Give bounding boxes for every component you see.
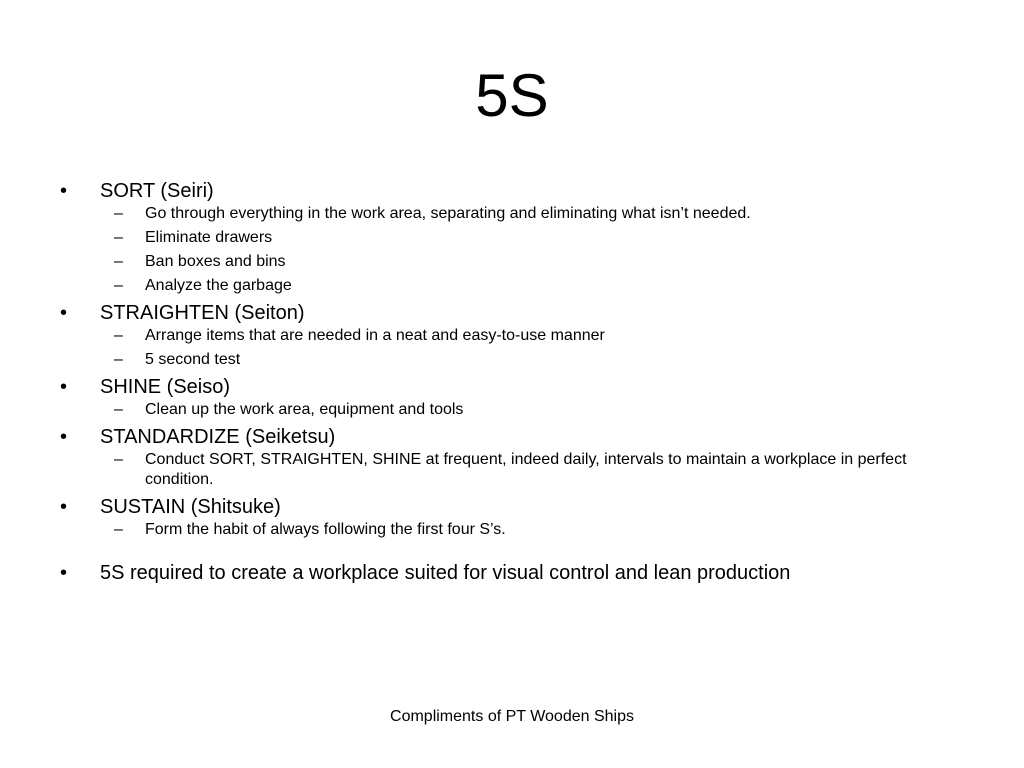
dash-icon: – <box>114 401 123 418</box>
bullet-item-straighten <box>0 300 1024 326</box>
sub-bullet-text: 5 second test <box>145 351 241 368</box>
sub-bullet-text: Arrange items that are needed in a neat and easy-to-use manner <box>145 327 605 344</box>
slide-title: 5S <box>475 62 549 129</box>
sub-bullet-text: Go through everything in the work area, separating and eliminating what isn’t needed. <box>145 205 751 222</box>
sub-bullet-item <box>0 228 1024 248</box>
sub-bullet-item <box>0 520 1024 540</box>
dash-icon: – <box>114 351 123 368</box>
dash-icon: – <box>114 205 123 222</box>
bullet-item-standardize <box>0 424 1024 450</box>
bullet-text: SORT (Seiri) <box>100 180 214 202</box>
sub-bullet-text: Form the habit of always following the first four S’s. <box>145 521 506 538</box>
sub-bullet-item <box>0 400 1024 420</box>
sub-bullet-text: Analyze the garbage <box>145 277 292 294</box>
dash-icon: – <box>114 253 123 270</box>
sub-bullet-item <box>0 252 1024 272</box>
sub-bullet-text: Ban boxes and bins <box>145 253 286 270</box>
bullet-icon: • <box>60 426 68 448</box>
dash-icon: – <box>114 521 123 538</box>
bullet-text: STANDARDIZE (Seiketsu) <box>100 426 336 448</box>
bullet-icon: • <box>60 302 68 324</box>
bullet-icon: • <box>60 376 68 398</box>
bullet-text: 5S required to create a workplace suited for visual control and lean production <box>100 562 791 584</box>
sub-bullet-text: Clean up the work area, equipment and tools <box>145 401 464 418</box>
bullet-icon: • <box>60 496 68 518</box>
dash-icon: – <box>114 229 123 246</box>
dash-icon: – <box>114 451 123 468</box>
bullet-text: STRAIGHTEN (Seiton) <box>100 302 305 324</box>
spacer <box>0 544 1024 560</box>
sub-bullet-text: Eliminate drawers <box>145 229 273 246</box>
sub-bullet-item <box>0 450 1024 490</box>
bullet-icon: • <box>60 562 68 584</box>
sub-bullet-item <box>0 204 1024 224</box>
bullet-item-closing <box>0 560 1024 586</box>
bullet-item-sustain <box>0 494 1024 520</box>
bullet-item-sort <box>0 178 1024 204</box>
bullet-text: SHINE (Seiso) <box>100 376 231 398</box>
dash-icon: – <box>114 277 123 294</box>
bullet-text: SUSTAIN (Shitsuke) <box>100 496 281 518</box>
bullet-list <box>0 178 1024 586</box>
sub-bullet-item <box>0 350 1024 370</box>
bullet-item-shine <box>0 374 1024 400</box>
sub-bullet-text: Conduct SORT, STRAIGHTEN, SHINE at frequent, indeed daily, intervals to maintain a workplace in perfect condition. <box>145 451 907 488</box>
dash-icon: – <box>114 327 123 344</box>
sub-bullet-item <box>0 276 1024 296</box>
bullet-icon: • <box>60 180 68 202</box>
sub-bullet-item <box>0 326 1024 346</box>
slide-footer: Compliments of PT Wooden Ships <box>390 708 634 725</box>
